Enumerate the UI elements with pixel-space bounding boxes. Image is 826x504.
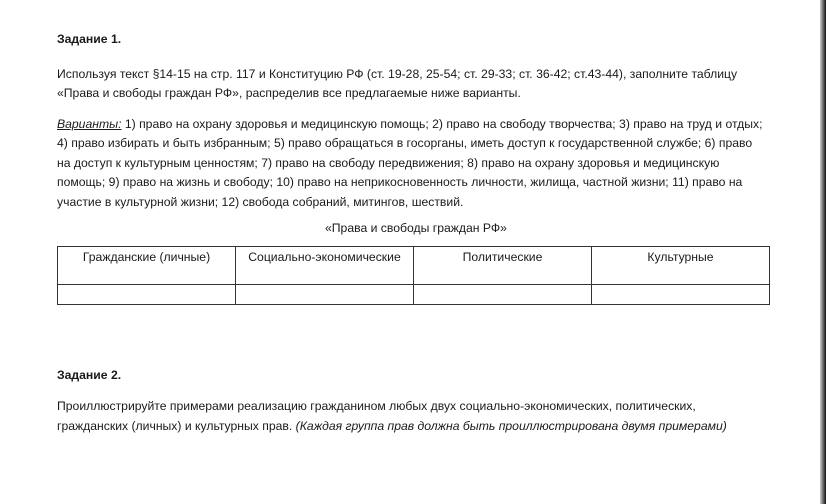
table-header-row: [58, 246, 770, 284]
header-civil: Гражданские (личные): [58, 246, 236, 284]
variants-label: Варианты:: [57, 116, 122, 131]
header-socio-economic: Социально-экономические: [236, 246, 414, 284]
document-content: [57, 30, 769, 436]
task2-instruction: Проиллюстрируйте примерами реализацию гражданином любых двух социально-экономических, политических, гражданских (личных) и культурных прав.: [57, 399, 696, 433]
task2-title: Задание 2.: [57, 367, 122, 382]
variants-list: 1) право на охрану здоровья и медицинскую помощь; 2) право на свободу творчества; 3) право на труд и отдых; 4) право избирать и быть избранным; 5) право обращаться в госорганы, иметь доступ к государственной службе; 6) право на доступ к культурным ценностям; 7) право на свободу передвижения; 8) право на охрану здоровья и медицинскую помощь; 9) право на жизнь и свободу; 10) право на неприкосновенность личности, жилища, частной жизни; 11) право на участие в культурной жизни; 12) свобода собраний, митингов, шествий.: [57, 116, 763, 209]
table-row: [58, 284, 770, 304]
table-cell: [236, 284, 414, 304]
task2-note: (Каждая группа прав должна быть проиллюстрирована двумя примерами): [295, 418, 727, 433]
header-cultural: Культурные: [592, 246, 770, 284]
task1-variants: [57, 115, 769, 213]
header-political: Политические: [414, 246, 592, 284]
table-cell: [58, 284, 236, 304]
table-cell: [592, 284, 770, 304]
task1-intro: Используя текст §14-15 на стр. 117 и Конституцию РФ (ст. 19-28, 25-54; ст. 29-33; ст. 36-42; ст.43-44), заполните таблицу «Права и свободы граждан РФ», распределив все предлагаемые ниже варианты.: [57, 66, 738, 100]
task2-text: [57, 397, 769, 436]
table-cell: [414, 284, 592, 304]
rights-table: [57, 246, 770, 305]
task1-title: Задание 1.: [57, 32, 122, 46]
table-caption: «Права и свободы граждан РФ»: [325, 221, 507, 235]
page-edge-shadow: [820, 0, 826, 504]
